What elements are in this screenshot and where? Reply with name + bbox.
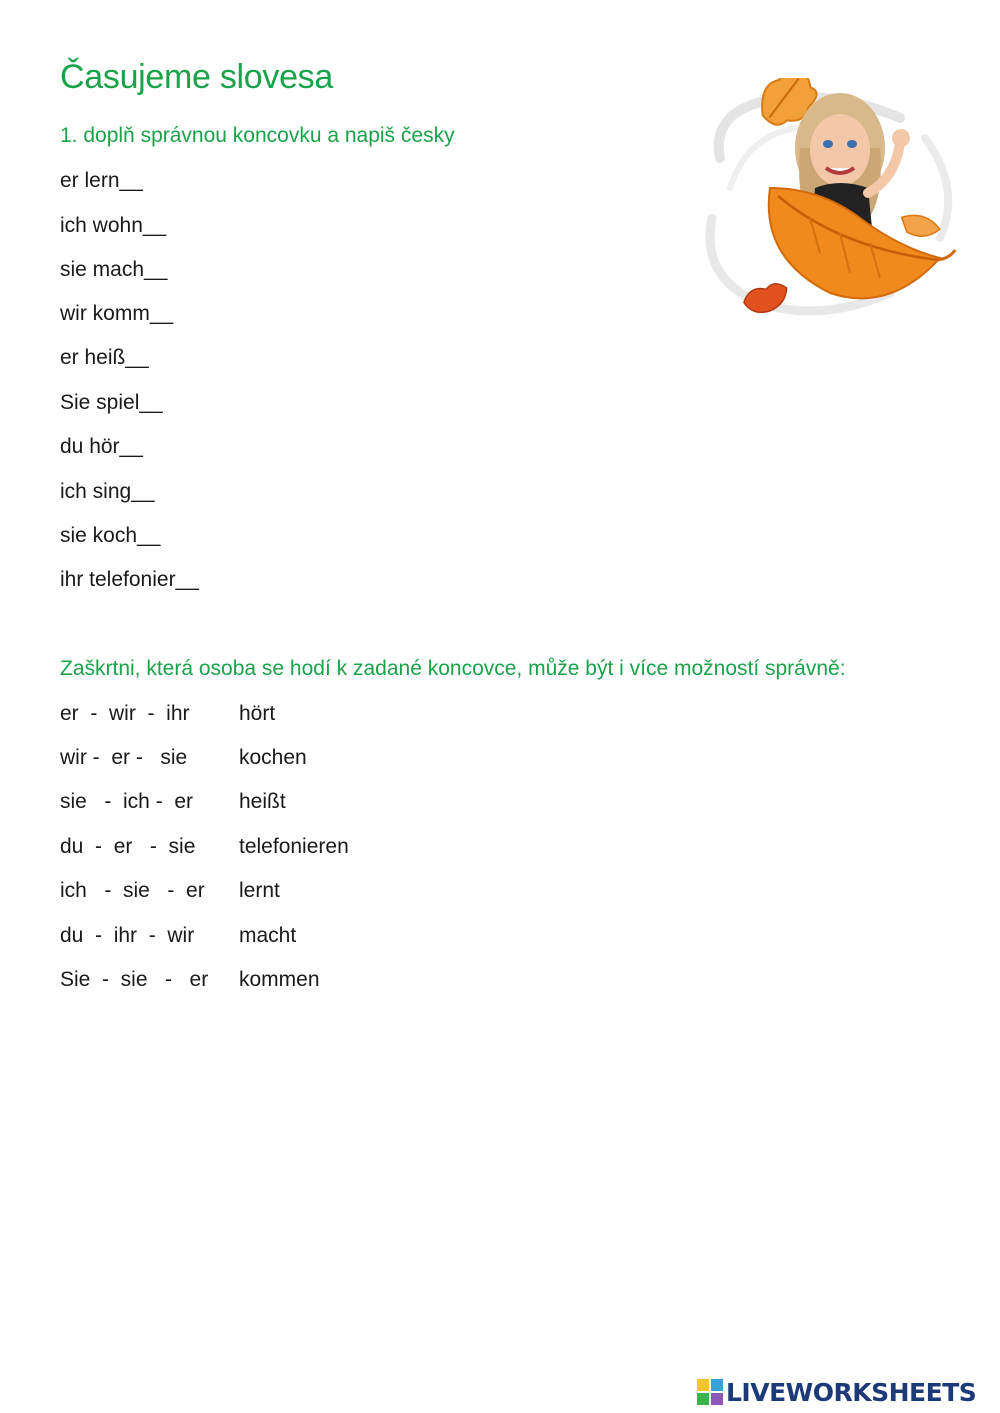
person-options[interactable]: sie - ich - er — [60, 790, 194, 813]
person-options[interactable]: du - er - sie — [60, 835, 196, 858]
verb-form: macht — [239, 924, 297, 947]
verb-item: er lern__ — [60, 169, 143, 192]
verb-item: ich sing__ — [60, 480, 155, 503]
verb-item: wir komm__ — [60, 302, 174, 325]
page-title: Časujeme slovesa — [60, 58, 333, 96]
liveworksheets-logo — [697, 1376, 976, 1408]
verb-form: telefonieren — [239, 835, 349, 858]
task2-instruction: Zaškrtni, která osoba se hodí k zadané koncovce, může být i více možností správně: — [60, 657, 846, 680]
verb-item: sie mach__ — [60, 258, 168, 281]
liveworksheets-logo-icon — [697, 1379, 723, 1405]
verb-item: ihr telefonier__ — [60, 568, 199, 591]
person-options[interactable]: du - ihr - wir — [60, 924, 195, 947]
person-options[interactable]: wir - er - sie — [60, 746, 188, 769]
verb-item: ich wohn__ — [60, 214, 167, 237]
autumn-leaf-girl-illustration — [700, 78, 962, 328]
task1-instruction: 1. doplň správnou koncovku a napiš česky — [60, 124, 455, 147]
verb-item: sie koch__ — [60, 524, 161, 547]
verb-form: kochen — [239, 746, 307, 769]
person-options[interactable]: er - wir - ihr — [60, 702, 190, 725]
person-options[interactable]: Sie - sie - er — [60, 968, 209, 991]
verb-form: lernt — [239, 879, 280, 902]
verb-item: Sie spiel__ — [60, 391, 163, 414]
verb-form: kommen — [239, 968, 320, 991]
logo-text: LIVEWORKSHEETS — [726, 1377, 977, 1407]
verb-form: hört — [239, 702, 276, 725]
person-options[interactable]: ich - sie - er — [60, 879, 205, 902]
verb-form: heißt — [239, 790, 286, 813]
verb-item: du hör__ — [60, 435, 143, 458]
verb-item: er heiß__ — [60, 346, 149, 369]
